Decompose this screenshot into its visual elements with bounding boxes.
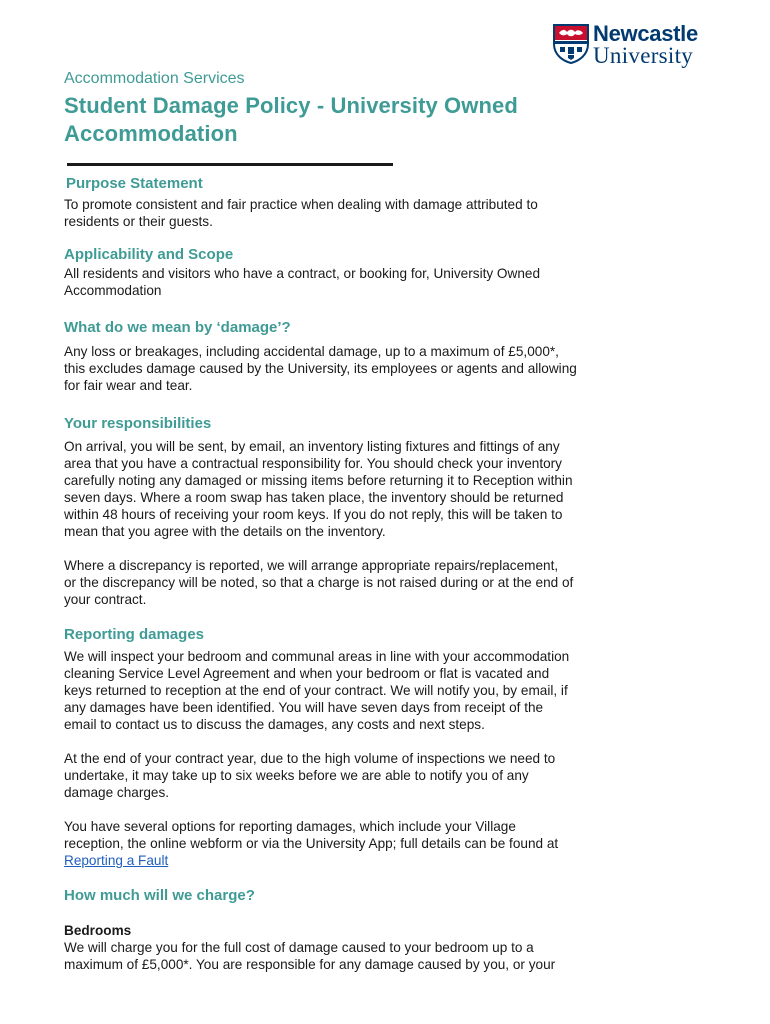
text-line: To promote consistent and fair practice when dealing with damage attributed to [64,197,538,212]
section-reporting [64,625,694,869]
logo-wordmark-university: University [593,43,694,68]
section-text [64,750,694,801]
text-line: We will charge you for the full cost of damage caused to your bedroom up to a [64,940,534,955]
section-text [64,265,694,299]
section-text [64,939,694,973]
text-line: this excludes damage caused by the University, its employees or agents and allowing [64,361,577,376]
section-text [64,438,694,540]
text-line: At the end of your contract year, due to the high volume of inspections we need to [64,751,556,766]
text-line: residents or their guests. [64,214,213,229]
text-line: mean that you agree with the details on the inventory. [64,524,386,539]
text-line: Where a discrepancy is reported, we will arrange appropriate repairs/replacement, [64,558,559,573]
text-line: Any loss or breakages, including accidental damage, up to a maximum of £5,000*, [64,344,559,359]
text-line: undertake, it may take up to six weeks before we are able to notify you of any [64,768,529,783]
subheading-bedrooms: Bedrooms [64,923,132,938]
text-line: carefully noting any damaged or missing items before returning it to Reception within [64,473,573,488]
text-line: area that you have a contractual responsibility for. You should check your inventory [64,456,562,471]
reporting-a-fault-link[interactable]: Reporting a Fault [64,853,169,868]
text-line: You have several options for reporting damages, which include your Village [64,819,516,834]
text-line: keys returned to reception at the end of your contract. We will notify you, by email, if [64,683,568,698]
text-line: for fair wear and tear. [64,378,193,393]
section-text [64,818,694,869]
section-heading: Applicability and Scope [64,246,234,263]
section-responsibilities [64,414,694,608]
title-line: Accommodation [64,121,238,146]
section-damage-definition [64,318,694,394]
section-heading: How much will we charge? [64,887,255,904]
text-line: seven days. Where a room swap has taken place, the inventory should be returned [64,490,564,505]
section-charges [64,886,694,973]
document-header [64,68,684,166]
text-line: On arrival, you will be sent, by email, an inventory listing fixtures and fittings of any [64,439,560,454]
text-line: within 48 hours of receiving your room keys. If you do not reply, this will be taken to [64,507,563,522]
section-text [64,648,694,733]
text-line: cleaning Service Level Agreement and when your bedroom or flat is vacated and [64,666,550,681]
section-heading: What do we mean by ‘damage’? [64,319,291,336]
title-line: Student Damage Policy - University Owned [64,93,518,118]
text-line: or the discrepancy will be noted, so that a charge is not raised during or at the end of [64,575,574,590]
page-title [64,92,684,148]
text-line: Accommodation [64,283,162,298]
text-line: email to contact us to discuss the damages, any costs and next steps. [64,717,485,732]
logo-wordmark-newcastle: Newcastle [593,21,698,46]
section-heading: Purpose Statement [66,175,203,192]
university-logo [553,22,723,70]
text-line: any damages have been identified. You will have seven days from receipt of the [64,700,544,715]
text-line: We will inspect your bedroom and communal areas in line with your accommodation [64,649,570,664]
section-scope [64,245,694,299]
section-purpose [64,174,694,230]
text-line: damage charges. [64,785,170,800]
section-text [64,196,694,230]
department-name: Accommodation Services [64,70,245,87]
text-line: your contract. [64,592,147,607]
section-text [64,557,694,608]
section-text [64,343,694,394]
section-heading: Reporting damages [64,626,205,643]
text-line: reception, the online webform or via the University App; full details can be found at [64,836,559,851]
title-divider [67,163,393,166]
text-line: maximum of £5,000*. You are responsible for any damage caused by you, or your [64,957,556,972]
text-line: All residents and visitors who have a contract, or booking for, University Owned [64,266,541,281]
shield-icon [553,24,589,64]
section-heading: Your responsibilities [64,415,212,432]
